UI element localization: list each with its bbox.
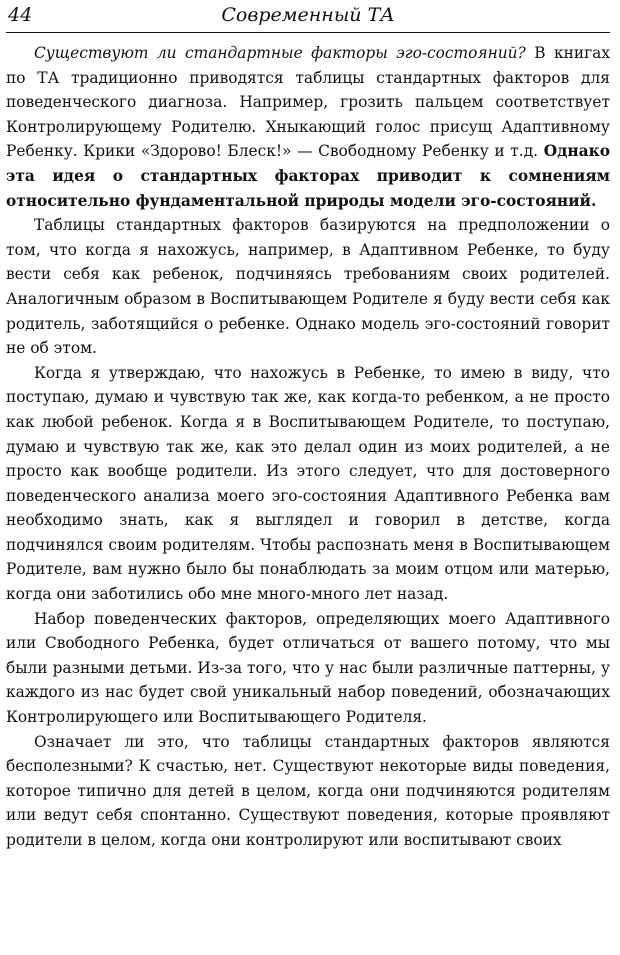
page-header	[6, 0, 610, 33]
paragraph-5: Означает ли это, что таблицы стандартных факторов являются бесполезными? К счастью, нет. Существуют некоторые виды поведения, которое типично для детей в целом, когда они подчиняются родителям или ведут себя спонтанно. Существуют поведения, которые проявляют родители в целом, когда они контролируют или воспитывают своих	[6, 732, 610, 849]
paragraph-4: Набор поведенческих факторов, определяющих моего Адаптивного или Свободного Ребенка, будет отличаться от вашего потому, что мы были разными детьми. Из-за того, что у нас были различные паттерны, у каждого из нас будет свой уникальный набор поведений, обозначающих Контролирующего или Воспитывающего Родителя.	[6, 609, 610, 727]
paragraph-2: Таблицы стандартных факторов базируются на предположении о том, что когда я нахожусь, например, в Адаптивном Ребенке, то буду вести себя как ребенок, подчиняясь требованиям своих родителей. Аналогичным образом в Воспитывающем Родителе я буду вести себя как родитель, заботящийся о ребенке. Однако модель эго-состояний говорит не об этом.	[6, 216, 610, 358]
paragraph-1-text: В книгах по ТА традиционно приводятся таблицы стандартных факторов для поведенческого диагноза. Например, грозить пальцем соответствует Контролирующему Родителю. Хныкающий голос присущ Адаптивному Ребенку. Крики «Здорово! Блеск!» — Свободному Ребенку и т.д.	[6, 44, 611, 161]
paragraph-1-emphasis: Однако эта идея о стандартных факторах приводит к сомнениям относительно фундаментальной природы модели эго-состояний.	[6, 142, 610, 210]
paragraph-3: Когда я утверждаю, что нахожусь в Ребенке, то имею в виду, что поступаю, думаю и чувствую так же, как когда-то ребенком, а не просто как любой ребенок. Когда я в Воспитывающем Родителе, то поступаю, думаю и чувствую так же, как это делал один из моих родителей, а не просто как вообще родители. Из этого следует, что для достоверного поведенческого анализа моего эго-состояния Адаптивного Ребенка вам необходимо знать, как я выглядел и говорил в детстве, когда подчинялся своим родителям. Чтобы распознать меня в Воспитывающем Родителе, вам нужно было бы понаблюдать за моим отцом или матерью, когда они заботились обо мне много-много лет назад.	[6, 363, 610, 604]
paragraph-1-lead: Существуют ли стандартные факторы эго-состояний?	[34, 44, 526, 62]
running-title: Современный ТА	[221, 4, 395, 26]
paragraph-1	[6, 41, 610, 213]
body-text	[6, 41, 610, 853]
page-number: 44	[8, 4, 33, 26]
